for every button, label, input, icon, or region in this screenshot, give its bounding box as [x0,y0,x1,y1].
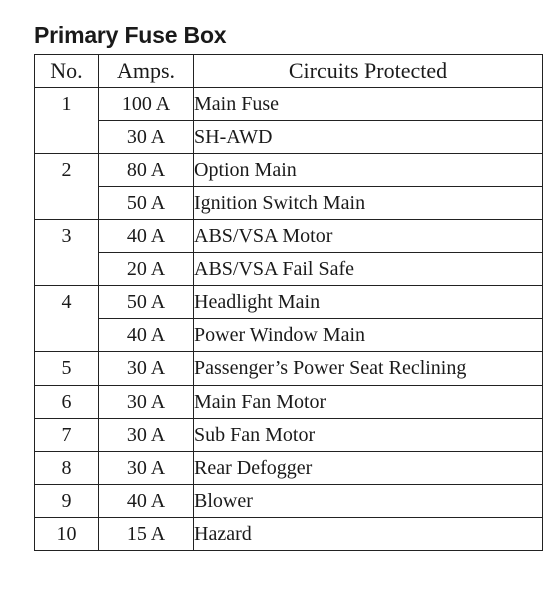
fuse-amps: 50 A [99,286,194,319]
table-row [35,518,543,551]
fuse-circuit: Main Fuse [194,88,543,121]
fuse-amps: 50 A [99,187,194,220]
page-title: Primary Fuse Box [34,22,227,48]
fuse-circuit [194,352,543,386]
fuse-circuit: SH-AWD [194,121,543,154]
table-row [35,452,543,485]
table-row [35,154,543,187]
table-row [35,419,543,452]
fuse-amps: 40 A [99,220,194,253]
fuse-circuit: Hazard [194,518,543,551]
fuse-number: 5 [35,352,99,386]
fuse-circuit: Option Main [194,154,543,187]
fuse-amps: 30 A [99,419,194,452]
fuse-number: 6 [35,386,99,419]
fuse-amps: 30 A [99,386,194,419]
fuse-amps: 30 A [99,121,194,154]
fuse-number: 4 [35,286,99,352]
fuse-circuit: Rear Defogger [194,452,543,485]
fuse-circuit: Sub Fan Motor [194,419,543,452]
table-row [35,88,543,121]
fuse-amps: 20 A [99,253,194,286]
fuse-number: 10 [35,518,99,551]
table-row [35,319,543,352]
header-amps: Amps. [99,55,194,88]
fuse-circuit-text: Passenger’s Power Seat Reclining [194,357,467,379]
fuse-circuit: Power Window Main [194,319,543,352]
header-circuits: Circuits Protected [194,55,543,88]
fuse-amps: 40 A [99,319,194,352]
fuse-number: 8 [35,452,99,485]
table-row [35,485,543,518]
fuse-amps: 40 A [99,485,194,518]
fuse-circuit: Blower [194,485,543,518]
fuse-amps: 30 A [99,452,194,485]
table-row [35,187,543,220]
fuse-amps: 100 A [99,88,194,121]
header-no: No. [35,55,99,88]
fuse-number: 2 [35,154,99,220]
table-row [35,220,543,253]
fuse-amps: 80 A [99,154,194,187]
fuse-circuit: Main Fan Motor [194,386,543,419]
fuse-number: 7 [35,419,99,452]
table-row [35,386,543,419]
table-row [35,121,543,154]
table-header-row [35,55,543,88]
table-row [35,286,543,319]
fuse-table [34,54,543,551]
table-row [35,253,543,286]
fuse-circuit: Headlight Main [194,286,543,319]
fuse-amps: 15 A [99,518,194,551]
fuse-amps: 30 A [99,352,194,386]
fuse-number: 3 [35,220,99,286]
fuse-circuit: ABS/VSA Motor [194,220,543,253]
fuse-number: 9 [35,485,99,518]
fuse-circuit: Ignition Switch Main [194,187,543,220]
fuse-circuit: ABS/VSA Fail Safe [194,253,543,286]
fuse-number: 1 [35,88,99,154]
table-row [35,352,543,386]
